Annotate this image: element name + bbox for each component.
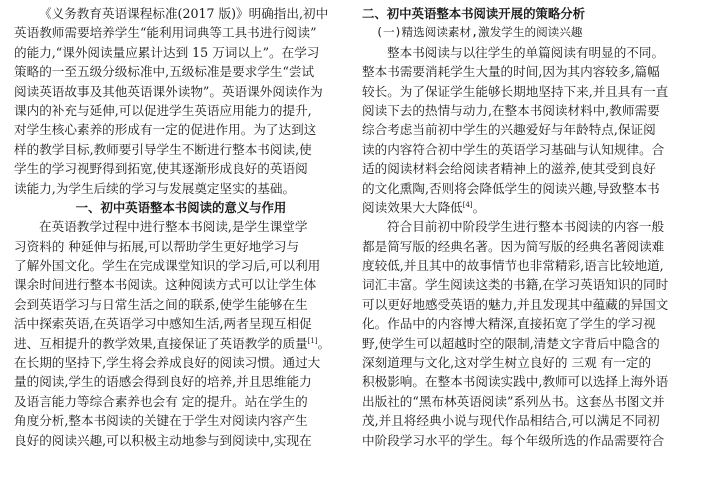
body-text-line: 适的阅读材料会给阅读者精神上的滋养,使其受到良好 <box>362 161 656 177</box>
body-text-line: 学生的学习视野得到拓宽,使其逐渐形成良好的英语阅 <box>14 161 308 177</box>
body-text-line: 中阶段学习水平的学生。每个年级所选的作品需要符合 <box>362 432 665 448</box>
body-text-line: 对学生核心素养的形成有一定的促进作用。为了达到这 <box>14 122 317 138</box>
body-text-line: 策略的一至五级分级标准中,五级标准是要求学生“尝试 <box>14 64 315 80</box>
body-text-line: 及语言能力等综合素养也会有 定的提升。站在学生的 <box>14 393 308 409</box>
body-text-line <box>362 198 696 217</box>
body-text-line: 深刻道理与文化,这对学生树立良好的 三观 有一定的 <box>362 355 652 371</box>
body-text-line: 会到英语学习与日常生活之间的联系,使学生能够在生 <box>14 296 308 312</box>
body-text-line: 习资料的 种延伸与拓展,可以帮助学生更好地学习与 <box>14 238 300 254</box>
body-text-line: 阅读下去的热情与动力,在整本书阅读材料中,教师需要 <box>362 102 660 118</box>
body-text-line: 的能力,“课外阅读量应累计达到 15 万词以上”。在学习 <box>14 44 320 60</box>
body-text-line: 良好的阅读兴趣,可以积极主动地参与到阅读中,实现在 <box>14 432 312 448</box>
body-text-line: 了解外国文化。学生在完成课堂知识的学习后,可以利用 <box>14 258 321 274</box>
body-text-line: 量的阅读,学生的语感会得到良好的培养,并且思维能力 <box>14 374 312 390</box>
body-text-line: 活中探索英语,在英语学习中感知生活,两者呈现互相促 <box>14 316 312 332</box>
body-text-line: 课余时间进行整本书阅读。这种阅读方式可以让学生体 <box>14 277 317 293</box>
body-text-line: 整本书阅读与以往学生的单篇阅读有明显的不同。 <box>387 44 665 60</box>
body-text-line: 课内的补充与延伸,可以促进学生英语应用能力的提升, <box>14 102 312 118</box>
section-heading: 一、初中英语整本书阅读的意义与作用 <box>75 199 287 215</box>
body-text-line: 《义务教育英语课程标准(2017 版)》明确指出,初中 <box>39 6 329 21</box>
section-heading: 二、初中英语整本书阅读开展的策略分析 <box>362 6 586 21</box>
citation-ref: [1] <box>307 336 318 345</box>
body-text-line: 化。作品中的内容博大精深,直接拓宽了学生的学习视 <box>362 316 656 332</box>
body-text-line: 在英语教学过程中进行整本书阅读,是学生课堂学 <box>39 219 308 235</box>
left-column <box>14 4 348 489</box>
body-text-line: 词汇丰富。学生阅读这类的书籍,在学习英语知识的同时 <box>362 277 669 293</box>
body-text-line: 出版社的“黑布林英语阅读”系列丛书。这套丛书图文并 <box>362 393 665 409</box>
punctuation: 。 <box>317 335 331 351</box>
right-column <box>362 4 696 489</box>
body-text: 进、互相提升的教学效果,直接保证了英语教学的质量 <box>14 335 308 351</box>
body-text-line: 样的教学目标,教师要引导学生不断进行整本书阅读,使 <box>14 141 312 157</box>
body-text-line: 阅读英语故事及其他英语课外读物”。英语课外阅读作为 <box>14 83 323 99</box>
body-text-line <box>14 334 348 353</box>
body-text-line: 符合目前初中阶段学生进行整本书阅读的内容一般 <box>387 219 665 235</box>
body-text-line: 的文化熏陶,否则将会降低学生的阅读兴趣,导致整本书 <box>362 180 660 196</box>
body-text-line: 野,使学生可以超越时空的限制,清楚文字背后中隐含的 <box>362 335 660 351</box>
body-text-line: 积极影响。在整本书阅读实践中,教师可以选择上海外语 <box>362 374 669 390</box>
body-text-line: 可以更好地感受英语的魅力,并且发现其中蕴藏的异国文 <box>362 296 669 312</box>
body-text-line: 度较低,并且其中的故事情节也非常精彩,语言比较地道, <box>362 258 664 274</box>
body-text-line: 角度分析,整本书阅读的关键在于学生对阅读内容产生 <box>14 413 308 429</box>
body-text-line: 茂,并且将经典小说与现代作品相结合,可以满足不同初 <box>362 413 660 429</box>
citation-ref: [4] <box>462 200 473 209</box>
body-text-line: 整本书需要消耗学生大量的时间,因为其内容较多,篇幅 <box>362 64 660 80</box>
punctuation: 。 <box>472 199 486 215</box>
body-text: 阅读效果大大降低 <box>362 199 463 215</box>
body-text-line: 在长期的坚持下,学生将会养成良好的阅读习惯。通过大 <box>14 355 321 371</box>
subsection-heading: (一)精选阅读素材,激发学生的阅读兴趣 <box>376 25 583 40</box>
body-text-line: 都是简写版的经典名著。因为简写版的经典名著阅读难 <box>362 238 665 254</box>
body-text-line: 读的内容符合初中学生的英语学习基础与认知规律。合 <box>362 141 665 157</box>
body-text-line: 英语教师需要培养学生“能利用词典等工具书进行阅读” <box>14 25 317 41</box>
body-text-line: 读能力,为学生后续的学习与发展奠定坚实的基础。 <box>14 180 296 196</box>
body-text-line: 较长。为了保证学生能够长期地坚持下来,并且具有一直 <box>362 83 669 99</box>
body-text-line: 综合考虑当前初中学生的兴趣爱好与年龄特点,保证阅 <box>362 122 656 138</box>
